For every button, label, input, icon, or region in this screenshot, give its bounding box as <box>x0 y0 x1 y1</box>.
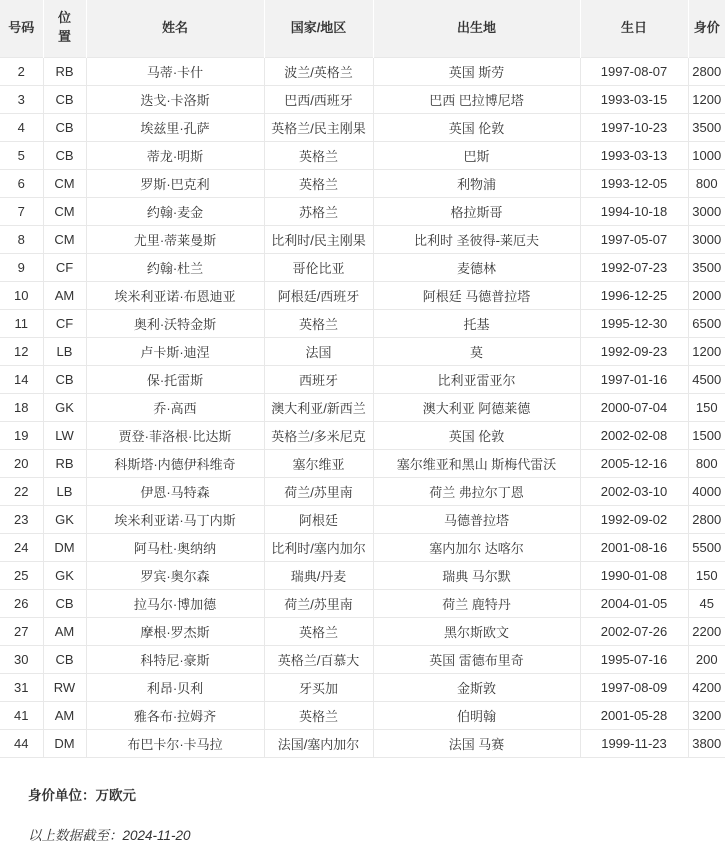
cell-market_value: 3000 <box>688 197 725 225</box>
cell-position: CB <box>43 113 86 141</box>
column-header-birthday: 生日 <box>580 0 688 57</box>
cell-birthplace: 法国 马赛 <box>373 729 580 757</box>
cell-position: CM <box>43 169 86 197</box>
cell-market_value: 2800 <box>688 57 725 85</box>
cell-name: 尤里·蒂莱曼斯 <box>86 225 264 253</box>
cell-nationality: 英格兰 <box>264 141 373 169</box>
cell-birthplace: 巴西 巴拉博尼塔 <box>373 85 580 113</box>
cell-number: 41 <box>0 701 43 729</box>
cell-position: LW <box>43 421 86 449</box>
cell-birthplace: 英国 伦敦 <box>373 421 580 449</box>
column-header-position: 位置 <box>43 0 86 57</box>
cell-birthplace: 伯明翰 <box>373 701 580 729</box>
column-header-market_value: 身价 <box>688 0 725 57</box>
cell-market_value: 3800 <box>688 729 725 757</box>
data-cutoff-note: 以上数据截至：2024-11-20 <box>28 827 191 843</box>
cell-position: CB <box>43 85 86 113</box>
cell-nationality: 巴西/西班牙 <box>264 85 373 113</box>
cell-market_value: 45 <box>688 589 725 617</box>
cell-position: GK <box>43 561 86 589</box>
cell-number: 3 <box>0 85 43 113</box>
cell-number: 27 <box>0 617 43 645</box>
cell-market_value: 800 <box>688 449 725 477</box>
table-row <box>0 673 725 701</box>
cell-birthplace: 塞内加尔 达喀尔 <box>373 533 580 561</box>
table-row <box>0 477 725 505</box>
cell-number: 14 <box>0 365 43 393</box>
table-row <box>0 421 725 449</box>
cell-name: 科斯塔·内德伊科维奇 <box>86 449 264 477</box>
cell-birthplace: 利物浦 <box>373 169 580 197</box>
table-row <box>0 617 725 645</box>
cell-nationality: 牙买加 <box>264 673 373 701</box>
cell-nationality: 英格兰 <box>264 701 373 729</box>
cell-name: 蒂龙·明斯 <box>86 141 264 169</box>
cell-birthday: 1994-10-18 <box>580 197 688 225</box>
cell-nationality: 英格兰 <box>264 309 373 337</box>
column-header-nationality: 国家/地区 <box>264 0 373 57</box>
table-header <box>0 0 725 57</box>
cell-number: 22 <box>0 477 43 505</box>
cell-market_value: 6500 <box>688 309 725 337</box>
cell-number: 4 <box>0 113 43 141</box>
cell-number: 2 <box>0 57 43 85</box>
cell-birthday: 2001-08-16 <box>580 533 688 561</box>
cell-nationality: 英格兰/多米尼克 <box>264 421 373 449</box>
cell-nationality: 英格兰 <box>264 617 373 645</box>
cell-name: 雅各布·拉姆齐 <box>86 701 264 729</box>
cell-birthplace: 黑尔斯欧文 <box>373 617 580 645</box>
cell-name: 奥利·沃特金斯 <box>86 309 264 337</box>
cell-birthplace: 莫 <box>373 337 580 365</box>
cell-market_value: 4000 <box>688 477 725 505</box>
cell-birthday: 1992-07-23 <box>580 253 688 281</box>
cell-position: CB <box>43 645 86 673</box>
table-row <box>0 449 725 477</box>
cell-number: 18 <box>0 393 43 421</box>
cell-birthday: 2002-07-26 <box>580 617 688 645</box>
cell-market_value: 1000 <box>688 141 725 169</box>
cell-nationality: 比利时/塞内加尔 <box>264 533 373 561</box>
cell-position: RB <box>43 449 86 477</box>
cell-number: 24 <box>0 533 43 561</box>
cell-number: 31 <box>0 673 43 701</box>
table-row <box>0 225 725 253</box>
cell-birthplace: 托基 <box>373 309 580 337</box>
cell-name: 埃兹里·孔萨 <box>86 113 264 141</box>
cell-number: 44 <box>0 729 43 757</box>
cell-market_value: 3000 <box>688 225 725 253</box>
cell-birthday: 1999-11-23 <box>580 729 688 757</box>
cell-number: 25 <box>0 561 43 589</box>
cell-position: GK <box>43 393 86 421</box>
cell-birthplace: 瑞典 马尔默 <box>373 561 580 589</box>
cell-market_value: 150 <box>688 561 725 589</box>
cell-birthday: 1997-05-07 <box>580 225 688 253</box>
cell-birthday: 1992-09-02 <box>580 505 688 533</box>
cell-position: CB <box>43 589 86 617</box>
table-row <box>0 141 725 169</box>
table-row <box>0 169 725 197</box>
cell-name: 迭戈·卡洛斯 <box>86 85 264 113</box>
cell-birthplace: 比利亚雷亚尔 <box>373 365 580 393</box>
cell-position: CF <box>43 309 86 337</box>
cell-birthday: 1997-08-09 <box>580 673 688 701</box>
table-row <box>0 701 725 729</box>
cell-position: CM <box>43 225 86 253</box>
cell-market_value: 5500 <box>688 533 725 561</box>
cell-nationality: 英格兰/百慕大 <box>264 645 373 673</box>
cell-position: LB <box>43 337 86 365</box>
cell-birthday: 1993-12-05 <box>580 169 688 197</box>
cell-nationality: 荷兰/苏里南 <box>264 589 373 617</box>
cell-name: 埃米利亚诺·布恩迪亚 <box>86 281 264 309</box>
cell-position: RW <box>43 673 86 701</box>
cell-number: 10 <box>0 281 43 309</box>
cell-birthplace: 格拉斯哥 <box>373 197 580 225</box>
cell-birthday: 1993-03-13 <box>580 141 688 169</box>
cell-number: 6 <box>0 169 43 197</box>
cell-market_value: 4200 <box>688 673 725 701</box>
column-header-birthplace: 出生地 <box>373 0 580 57</box>
cell-birthday: 1993-03-15 <box>580 85 688 113</box>
value-unit-note: 身价单位：万欧元 <box>28 787 136 803</box>
cell-number: 9 <box>0 253 43 281</box>
cell-nationality: 英格兰/民主刚果 <box>264 113 373 141</box>
cell-birthday: 1990-01-08 <box>580 561 688 589</box>
cell-birthplace: 麦德林 <box>373 253 580 281</box>
cell-birthday: 2005-12-16 <box>580 449 688 477</box>
cell-name: 乔·高西 <box>86 393 264 421</box>
cell-nationality: 阿根廷 <box>264 505 373 533</box>
cell-birthday: 1992-09-23 <box>580 337 688 365</box>
cell-number: 7 <box>0 197 43 225</box>
cell-nationality: 瑞典/丹麦 <box>264 561 373 589</box>
table-row <box>0 589 725 617</box>
cell-name: 马蒂·卡什 <box>86 57 264 85</box>
cell-position: AM <box>43 617 86 645</box>
cell-market_value: 3500 <box>688 253 725 281</box>
cell-birthday: 2000-07-04 <box>580 393 688 421</box>
cell-birthday: 2002-03-10 <box>580 477 688 505</box>
cell-market_value: 200 <box>688 645 725 673</box>
table-row <box>0 533 725 561</box>
cell-birthplace: 英国 伦敦 <box>373 113 580 141</box>
table-row <box>0 253 725 281</box>
cell-nationality: 哥伦比亚 <box>264 253 373 281</box>
cell-market_value: 4500 <box>688 365 725 393</box>
cell-name: 保·托雷斯 <box>86 365 264 393</box>
cell-name: 贾登·菲洛根·比达斯 <box>86 421 264 449</box>
table-row <box>0 281 725 309</box>
cell-market_value: 1500 <box>688 421 725 449</box>
cell-birthday: 2002-02-08 <box>580 421 688 449</box>
cell-position: CF <box>43 253 86 281</box>
cell-nationality: 澳大利亚/新西兰 <box>264 393 373 421</box>
cell-position: DM <box>43 729 86 757</box>
cell-birthday: 1995-12-30 <box>580 309 688 337</box>
table-row <box>0 729 725 757</box>
cell-birthplace: 马德普拉塔 <box>373 505 580 533</box>
cell-market_value: 2200 <box>688 617 725 645</box>
cell-name: 伊恩·马特森 <box>86 477 264 505</box>
cell-name: 罗宾·奥尔森 <box>86 561 264 589</box>
cell-birthplace: 阿根廷 马德普拉塔 <box>373 281 580 309</box>
cell-position: RB <box>43 57 86 85</box>
cell-name: 埃米利亚诺·马丁内斯 <box>86 505 264 533</box>
cell-position: CM <box>43 197 86 225</box>
cell-nationality: 塞尔维亚 <box>264 449 373 477</box>
cell-market_value: 2000 <box>688 281 725 309</box>
cell-birthplace: 比利时 圣彼得-莱厄夫 <box>373 225 580 253</box>
cell-number: 12 <box>0 337 43 365</box>
cell-birthday: 1997-01-16 <box>580 365 688 393</box>
cell-number: 26 <box>0 589 43 617</box>
cell-birthplace: 澳大利亚 阿德莱德 <box>373 393 580 421</box>
cell-market_value: 3200 <box>688 701 725 729</box>
cell-nationality: 英格兰 <box>264 169 373 197</box>
cell-birthplace: 金斯敦 <box>373 673 580 701</box>
cell-nationality: 苏格兰 <box>264 197 373 225</box>
table-row <box>0 113 725 141</box>
table-row <box>0 57 725 85</box>
cell-nationality: 西班牙 <box>264 365 373 393</box>
cell-position: LB <box>43 477 86 505</box>
cell-market_value: 150 <box>688 393 725 421</box>
table-header-row <box>0 0 725 57</box>
cell-birthday: 1997-10-23 <box>580 113 688 141</box>
cell-number: 30 <box>0 645 43 673</box>
cell-name: 约翰·麦金 <box>86 197 264 225</box>
cell-number: 11 <box>0 309 43 337</box>
table-row <box>0 505 725 533</box>
cell-birthplace: 巴斯 <box>373 141 580 169</box>
cell-position: CB <box>43 141 86 169</box>
table-row <box>0 393 725 421</box>
cell-nationality: 荷兰/苏里南 <box>264 477 373 505</box>
cell-number: 20 <box>0 449 43 477</box>
cell-position: AM <box>43 701 86 729</box>
cell-birthplace: 英国 斯劳 <box>373 57 580 85</box>
column-header-name: 姓名 <box>86 0 264 57</box>
cell-name: 阿马杜·奥纳纳 <box>86 533 264 561</box>
cell-position: AM <box>43 281 86 309</box>
cell-birthplace: 荷兰 弗拉尔丁恩 <box>373 477 580 505</box>
table-row <box>0 365 725 393</box>
table-row <box>0 645 725 673</box>
cell-birthplace: 荷兰 鹿特丹 <box>373 589 580 617</box>
cell-market_value: 3500 <box>688 113 725 141</box>
cell-name: 利昂·贝利 <box>86 673 264 701</box>
cell-position: CB <box>43 365 86 393</box>
cell-name: 摩根·罗杰斯 <box>86 617 264 645</box>
cell-name: 约翰·杜兰 <box>86 253 264 281</box>
cell-position: DM <box>43 533 86 561</box>
table-row <box>0 309 725 337</box>
column-header-number: 号码 <box>0 0 43 57</box>
table-row <box>0 337 725 365</box>
cell-nationality: 法国 <box>264 337 373 365</box>
table-row <box>0 561 725 589</box>
cell-name: 罗斯·巴克利 <box>86 169 264 197</box>
cell-number: 5 <box>0 141 43 169</box>
cell-birthday: 1996-12-25 <box>580 281 688 309</box>
cell-market_value: 2800 <box>688 505 725 533</box>
cell-market_value: 800 <box>688 169 725 197</box>
table-row <box>0 197 725 225</box>
cell-nationality: 比利时/民主刚果 <box>264 225 373 253</box>
cell-number: 19 <box>0 421 43 449</box>
cell-position: GK <box>43 505 86 533</box>
cell-market_value: 1200 <box>688 85 725 113</box>
cell-birthplace: 英国 雷德布里奇 <box>373 645 580 673</box>
cell-nationality: 阿根廷/西班牙 <box>264 281 373 309</box>
cell-birthday: 1997-08-07 <box>580 57 688 85</box>
cell-number: 23 <box>0 505 43 533</box>
cell-market_value: 1200 <box>688 337 725 365</box>
cell-name: 拉马尔·博加德 <box>86 589 264 617</box>
cell-birthday: 2004-01-05 <box>580 589 688 617</box>
cell-birthplace: 塞尔维亚和黑山 斯梅代雷沃 <box>373 449 580 477</box>
cell-birthday: 1995-07-16 <box>580 645 688 673</box>
table-row <box>0 85 725 113</box>
table-body <box>0 57 725 757</box>
cell-birthday: 2001-05-28 <box>580 701 688 729</box>
cell-nationality: 波兰/英格兰 <box>264 57 373 85</box>
cell-name: 布巴卡尔·卡马拉 <box>86 729 264 757</box>
cell-name: 科特尼·豪斯 <box>86 645 264 673</box>
cell-number: 8 <box>0 225 43 253</box>
cell-name: 卢卡斯·迪涅 <box>86 337 264 365</box>
cell-nationality: 法国/塞内加尔 <box>264 729 373 757</box>
